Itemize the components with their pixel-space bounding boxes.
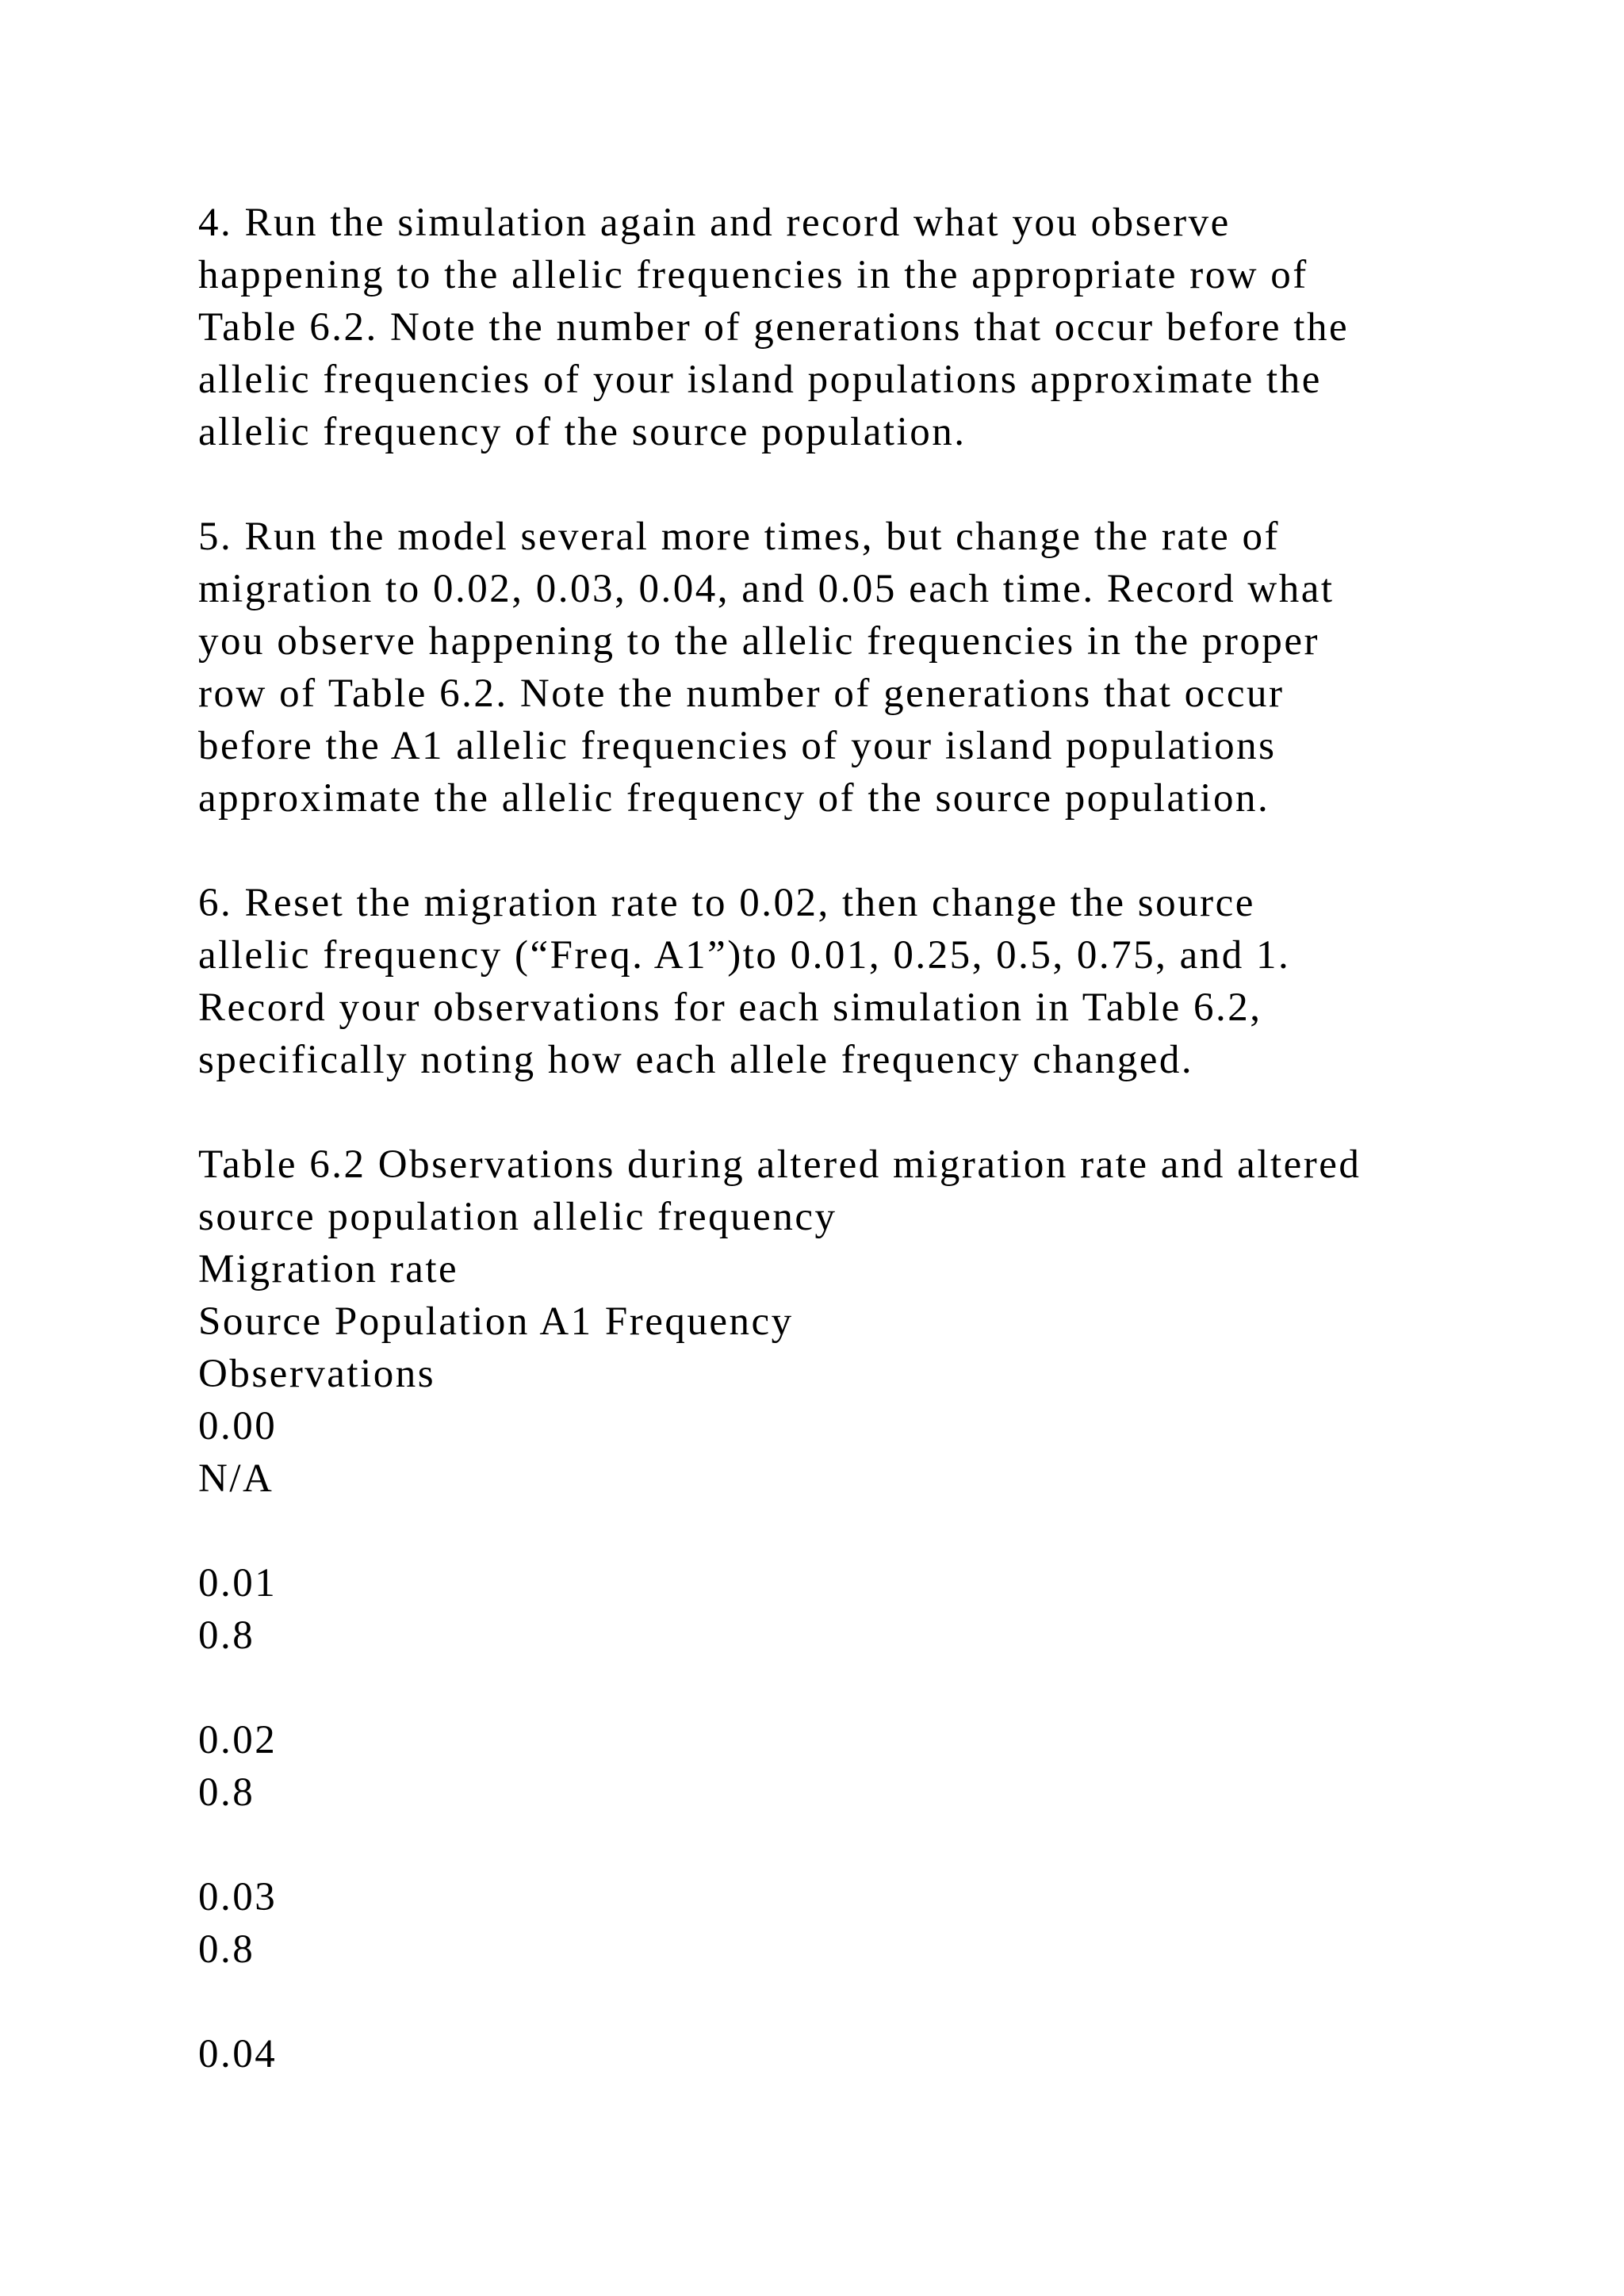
- cell-observations-empty: [198, 1662, 1499, 1714]
- paragraph-spacer: [198, 1086, 1499, 1138]
- text-line: you observe happening to the allelic frequencies in the proper: [198, 619, 1320, 664]
- text-line: allelic frequency of the source population.: [198, 410, 967, 454]
- text-line: Record your observations for each simulation in Table 6.2,: [198, 985, 1262, 1030]
- table-row: [198, 1714, 1499, 1871]
- document-text: [198, 197, 1499, 2080]
- cell-migration-rate: 0.01: [198, 1561, 278, 1605]
- cell-source-frequency: N/A: [198, 1456, 274, 1501]
- text-line: happening to the allelic frequencies in the appropriate row of: [198, 253, 1308, 297]
- caption-line: source population allelic frequency: [198, 1195, 837, 1239]
- cell-source-frequency: 0.8: [198, 1613, 255, 1658]
- cell-migration-rate: 0.04: [198, 2032, 278, 2076]
- text-line: Table 6.2. Note the number of generations that occur before the: [198, 305, 1350, 350]
- caption-line: Table 6.2 Observations during altered migration rate and altered: [198, 1142, 1362, 1187]
- header-migration-rate: Migration rate: [198, 1247, 459, 1292]
- cell-migration-rate: 0.02: [198, 1718, 278, 1762]
- table-row: [198, 1400, 1499, 1557]
- text-line: 6. Reset the migration rate to 0.02, then change the source: [198, 881, 1255, 925]
- table-row: [198, 2028, 1499, 2080]
- header-source-frequency: Source Population A1 Frequency: [198, 1299, 794, 1344]
- text-line: 4. Run the simulation again and record what you observe: [198, 201, 1231, 245]
- text-line: before the A1 allelic frequencies of your island populations: [198, 724, 1277, 768]
- header-observations: Observations: [198, 1352, 436, 1396]
- cell-observations-empty: [198, 1976, 1499, 2028]
- text-line: row of Table 6.2. Note the number of generations that occur: [198, 672, 1285, 716]
- text-line: 5. Run the model several more times, but change the rate of: [198, 515, 1281, 559]
- table-headers: [198, 1243, 1499, 1400]
- cell-source-frequency: 0.8: [198, 1927, 255, 1972]
- cell-observations-empty: [198, 1819, 1499, 1871]
- text-line: allelic frequency (“Freq. A1”)to 0.01, 0.25, 0.5, 0.75, and 1.: [198, 933, 1291, 978]
- cell-migration-rate: 0.03: [198, 1875, 278, 1919]
- step-6-paragraph: [198, 877, 1499, 1086]
- cell-migration-rate: 0.00: [198, 1404, 278, 1448]
- text-line: migration to 0.02, 0.03, 0.04, and 0.05 each time. Record what: [198, 567, 1335, 611]
- table-row: [198, 1871, 1499, 2028]
- paragraph-spacer: [198, 458, 1499, 511]
- text-line: specifically noting how each allele frequency changed.: [198, 1038, 1194, 1082]
- table-row: [198, 1557, 1499, 1714]
- text-line: allelic frequencies of your island populations approximate the: [198, 358, 1322, 402]
- text-line: approximate the allelic frequency of the source population.: [198, 776, 1270, 821]
- cell-source-frequency: 0.8: [198, 1770, 255, 1815]
- step-5-paragraph: [198, 511, 1499, 825]
- step-4-paragraph: [198, 197, 1499, 458]
- table-caption: [198, 1138, 1499, 1243]
- cell-observations-empty: [198, 1505, 1499, 1557]
- paragraph-spacer: [198, 825, 1499, 877]
